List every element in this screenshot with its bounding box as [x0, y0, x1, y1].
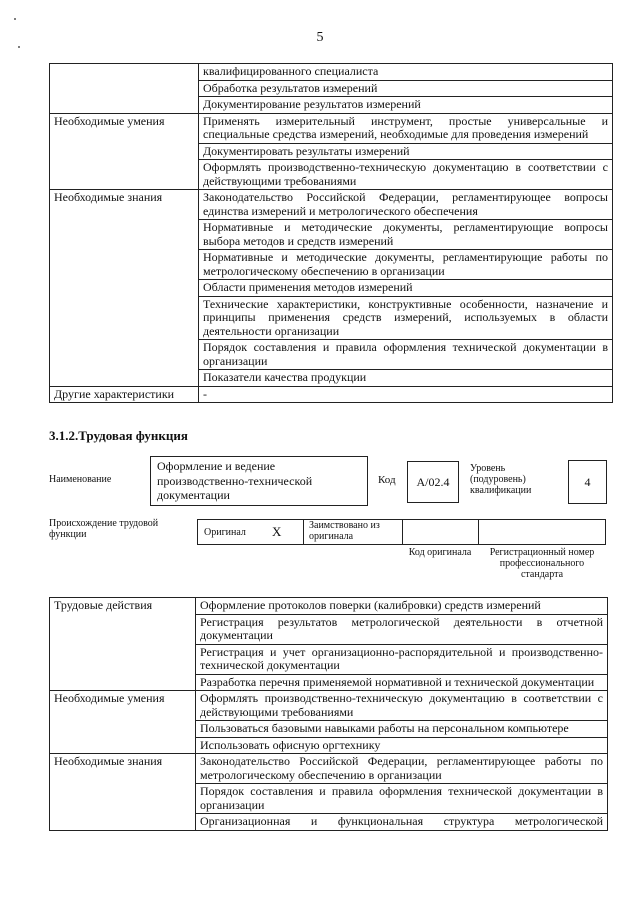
table-cell: Обработка результатов измерений — [199, 80, 613, 97]
table-cell: квалифицированного специалиста — [199, 64, 613, 81]
table-cell: Порядок составления и правила оформления технической документации в организации — [196, 784, 608, 814]
table-cell: Законодательство Российской Федерации, регламентирующее вопросы единства измерений и метрологического обеспечения — [199, 190, 613, 220]
table-cell: Применять измерительный инструмент, простые универсальные и специальные средства измерений, необходимые для проведения измерений — [199, 113, 613, 143]
row-label-skills: Необходимые умения — [50, 113, 199, 190]
table-cell: - — [199, 386, 613, 403]
scan-speck — [18, 46, 20, 48]
origin-divider — [303, 519, 304, 544]
row-label-other: Другие характеристики — [50, 386, 199, 403]
origin-divider — [402, 519, 403, 544]
level-value: 4 — [584, 475, 591, 489]
table-cell: Документировать результаты измерений — [199, 143, 613, 160]
level-value-box — [568, 460, 607, 504]
code-original-label: Код оригинала — [408, 547, 472, 558]
name-value: Оформление и ведение производственно-технической документации — [157, 459, 313, 502]
table-cell: Нормативные и методические документы, регламентирующие вопросы выбора методов и средств измерений — [199, 220, 613, 250]
table-cell: Оформлять производственно-техническую документацию в соответствии с действующими требованиями — [199, 160, 613, 190]
original-label: Оригинал — [204, 527, 246, 538]
table-cell: Использовать офисную оргтехнику — [196, 737, 608, 754]
table-cell: Области применения методов измерений — [199, 280, 613, 297]
borrowed-label: Заимствовано из оригинала — [309, 520, 380, 542]
section-title: 3.1.2.Трудовая функция — [49, 428, 188, 443]
row-label-actions: Трудовые действия — [50, 598, 196, 691]
name-value-box — [150, 456, 368, 506]
table-cell: Порядок составления и правила оформления технической документации в организации — [199, 340, 613, 370]
code-value: А/02.4 — [416, 475, 450, 489]
row-label — [50, 64, 199, 114]
skills-knowledge-table — [49, 63, 613, 403]
labor-function-table — [49, 597, 608, 831]
table-cell: Технические характеристики, конструктивные особенности, назначение и принципы применения средств измерений, используемых в области деятельности организации — [199, 296, 613, 340]
origin-divider — [478, 519, 479, 544]
name-label: Наименование — [49, 474, 112, 485]
table-cell: Организационная и функциональная структура метрологической — [196, 814, 608, 831]
code-label: Код — [378, 474, 396, 486]
level-label: Уровень (подуровень) квалификации — [470, 463, 532, 496]
table-cell: Регистрация результатов метрологической деятельности в отчетной документации — [196, 614, 608, 644]
table-cell: Разработка перечня применяемой нормативной и технической документации — [196, 674, 608, 691]
row-label-knowledge: Необходимые знания — [50, 190, 199, 387]
table-cell: Регистрация и учет организационно-распорядительной и производственно-технической документации — [196, 644, 608, 674]
row-label-skills: Необходимые умения — [50, 691, 196, 754]
origin-label: Происхождение трудовой функции — [49, 518, 159, 540]
page-number: 5 — [316, 30, 324, 45]
table-cell: Законодательство Российской Федерации, регламентирующее работы по метрологическому обеспечению в организации — [196, 754, 608, 784]
scan-speck — [14, 18, 16, 20]
table-cell: Документирование результатов измерений — [199, 97, 613, 114]
table-cell: Показатели качества продукции — [199, 370, 613, 387]
row-label-knowledge: Необходимые знания — [50, 754, 196, 831]
table-cell: Нормативные и методические документы, регламентирующие работы по метрологическому обеспечению в организации — [199, 250, 613, 280]
table-cell: Оформление протоколов поверки (калибровки) средств измерений — [196, 598, 608, 615]
code-value-box — [407, 461, 459, 503]
table-cell: Пользоваться базовыми навыками работы на персональном компьютере — [196, 721, 608, 738]
original-mark: X — [272, 524, 282, 539]
table-cell: Оформлять производственно-техническую документацию в соответствии с действующими требованиями — [196, 691, 608, 721]
reg-number-label: Регистрационный номер профессионального стандарта — [489, 547, 595, 580]
